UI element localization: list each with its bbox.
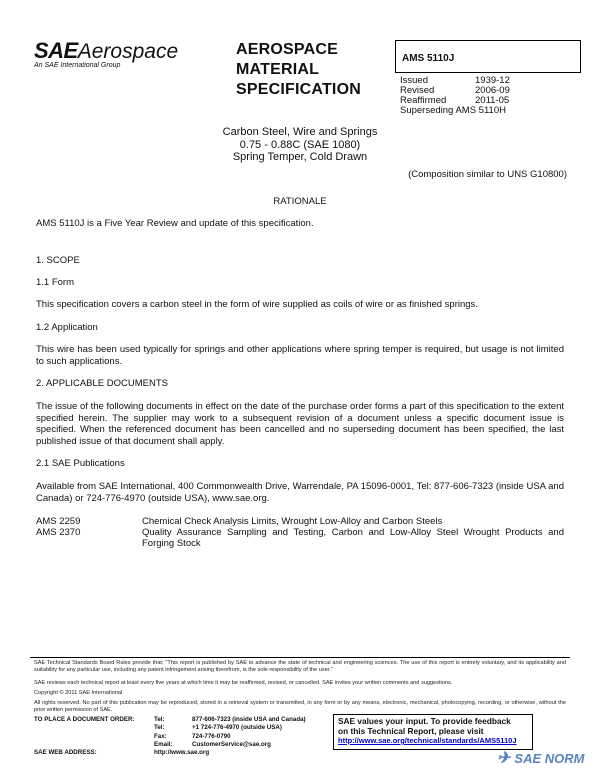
order-label: TO PLACE A DOCUMENT ORDER: [34, 716, 135, 723]
logo-subtitle: An SAE International Group [34, 62, 121, 69]
contact-value: 877-606-7323 (inside USA and Canada) [192, 716, 306, 723]
section-sae-publications-heading: 2.1 SAE Publications [36, 458, 125, 469]
footer-note-rules: SAE Technical Standards Board Rules provide that: "This report is published by SAE to advance the state of technical and engineering sciences. The use of this report is entirely voluntary, and its applicability and suitability for any particular use, including any patent infringement arising therefrom, is the sole responsibility of the user." [34, 660, 566, 673]
sae-logo [34, 38, 178, 69]
feedback-box [333, 714, 533, 750]
date-label: Revised [400, 85, 435, 96]
logo-sae-text: SAE [34, 38, 78, 63]
document-number-box [395, 40, 581, 73]
contact-value: +1 724-776-4970 (outside USA) [192, 724, 282, 732]
reference-row [36, 516, 564, 527]
logo-aerospace-text: Aerospace [77, 40, 179, 63]
contact-email[interactable]: CustomerService@sae.org [192, 740, 271, 748]
section-applicable-documents-text: The issue of the following documents in effect on the date of the purchase order forms a part of this specification to the extent specified herein. The supplier may work to a subsequent revision of a document unless a specific document issue is specified. When the referenced document has been cancelled and no superseding document has been specified, the last published issue of that document shall apply. [36, 401, 564, 447]
title-line-1: Carbon Steel, Wire and Springs [222, 126, 378, 138]
date-value: 2011-05 [475, 95, 510, 106]
footer-rights: All rights reserved. No part of this publication may be reproduced, stored in a retrieval system or transmitted, in any form or by any means, electronic, mechanical, photocopying, recording, or otherwise, without the prior written permission of SAE. [34, 700, 566, 713]
title-line-2: 0.75 - 0.88C (SAE 1080) [239, 138, 361, 151]
reference-description: Chemical Check Analysis Limits, Wrought Low-Alloy and Carbon Steels [142, 516, 443, 527]
feedback-link[interactable]: http://www.sae.org/technical/standards/AMS5110J [338, 736, 517, 745]
contact-key: Tel: [154, 716, 165, 723]
reference-description: Quality Assurance Sampling and Testing, Carbon and Low-Alloy Steel Wrought Products and Forging Stock [142, 527, 564, 549]
reference-row [36, 527, 564, 549]
section-form-text: This specification covers a carbon steel in the form of wire supplied as coils of wire or as finished springs. [36, 299, 478, 310]
doc-type-line-3: SPECIFICATION [236, 81, 361, 98]
footer-divider [30, 657, 570, 658]
composition-note: (Composition similar to UNS G10800) [408, 169, 567, 180]
feedback-line-2: on this Technical Report, please visit [338, 725, 484, 736]
date-label: Reaffirmed [400, 95, 447, 106]
superseding-text: Superseding AMS 5110H [400, 105, 506, 116]
contact-key: Tel: [154, 724, 165, 732]
web-address-link[interactable]: http://www.sae.org [154, 749, 210, 757]
doc-type-line-1: AEROSPACE [236, 41, 338, 58]
contact-key: Fax: [154, 732, 167, 740]
order-contact-block [34, 716, 306, 757]
rationale-heading: RATIONALE [273, 196, 327, 207]
rationale-text: AMS 5110J is a Five Year Review and update of this specification. [36, 218, 314, 229]
section-applicable-documents-heading: 2. APPLICABLE DOCUMENTS [36, 378, 168, 389]
date-value: 1939-12 [475, 75, 510, 86]
section-sae-publications-text: Available from SAE International, 400 Commonwealth Drive, Warrendale, PA 15096-0001, Tel: 877-606-7323 (inside USA and Canada) or 724-776-4970 (outside USA), www.sae.org. [36, 481, 564, 504]
document-number: AMS 5110J [402, 53, 455, 64]
footer-copyright: Copyright © 2011 SAE International [34, 690, 123, 696]
section-application-heading: 1.2 Application [36, 322, 98, 333]
contact-value: 724-776-0790 [192, 732, 231, 740]
web-address-label: SAE WEB ADDRESS: [34, 749, 97, 757]
doc-type-line-2: MATERIAL [236, 61, 320, 78]
date-label: Issued [400, 75, 428, 86]
date-value: 2006-09 [475, 85, 510, 96]
reference-code: AMS 2259 [36, 516, 81, 527]
watermark-text: SAE NORM [514, 750, 585, 766]
reference-code: AMS 2370 [36, 527, 81, 538]
footer-note-review: SAE reviews each technical report at least every five years at which time it may be reaffirmed, revised, or cancelled. SAE invites your written comments and suggestions. [34, 680, 453, 686]
feedback-line-1: SAE values your input. To provide feedback [338, 716, 511, 726]
section-form-heading: 1.1 Form [36, 277, 75, 288]
document-dates [400, 76, 510, 116]
section-application-text: This wire has been used typically for springs and other applications where spring temper is required, but usage is not limited to such applications. [36, 344, 564, 367]
watermark-logo-icon: ✈ [497, 750, 511, 767]
section-scope-heading: 1. SCOPE [36, 255, 80, 266]
document-title [0, 126, 600, 164]
document-type [236, 40, 361, 100]
title-line-3: Spring Temper, Cold Drawn [232, 151, 368, 163]
sae-norm-watermark [497, 748, 584, 768]
contact-key: Email: [154, 740, 173, 748]
